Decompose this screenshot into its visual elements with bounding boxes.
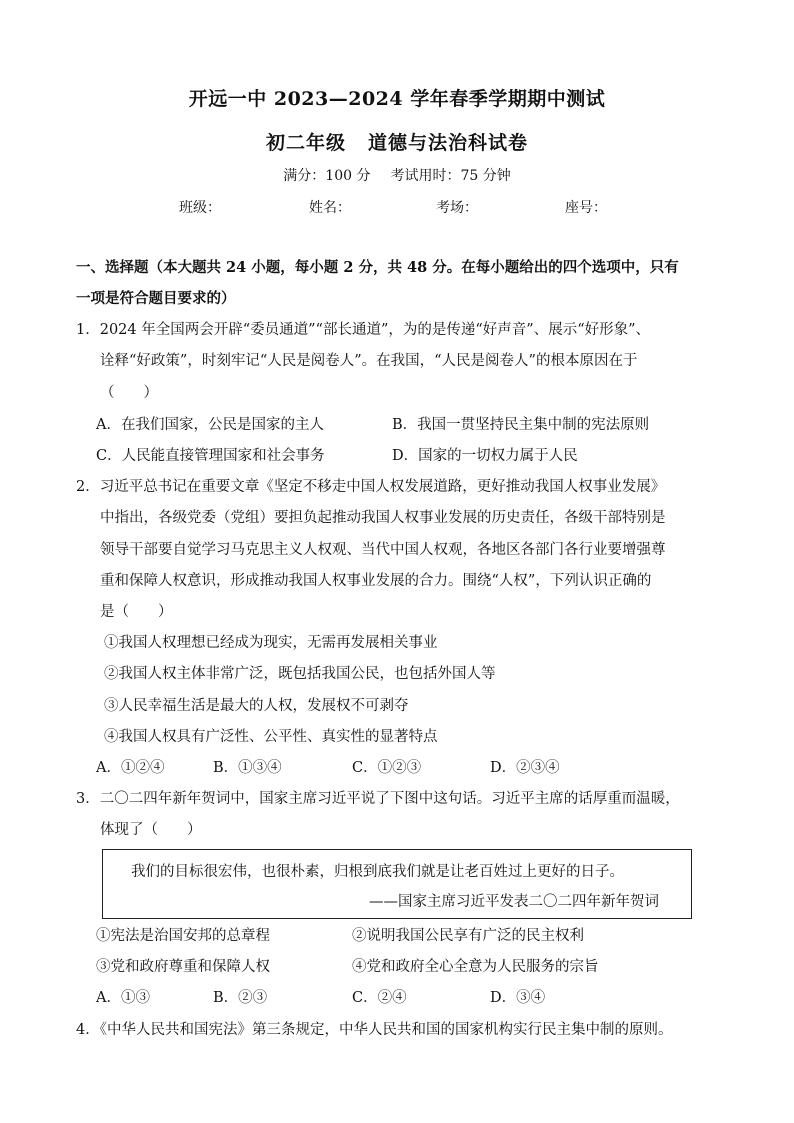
exam-title: 开远一中 2023—2024 学年春季学期期中测试 <box>188 88 606 110</box>
q2-option-a: A．①②④ <box>96 760 165 776</box>
room-label: 考场： <box>436 200 478 216</box>
q1-option-c: C．人民能直接管理国家和社会事务 <box>96 448 325 464</box>
q1-option-a: A．在我们国家，公民是国家的主人 <box>96 417 324 433</box>
q3-statement-3: ③党和政府尊重和保障人权 <box>96 959 270 975</box>
q2-statement-1: ①我国人权理想已经成为现实，无需再发展相关事业 <box>104 635 438 651</box>
q3-option-a: A．①③ <box>96 990 150 1006</box>
seat-label: 座号： <box>565 200 607 216</box>
q2-option-c: C．①②③ <box>352 760 422 776</box>
q2-statement-4: ④我国人权具有广泛性、公平性、真实性的显著特点 <box>104 729 438 745</box>
q2-statement-3: ③人民幸福生活是最大的人权，发展权不可剥夺 <box>104 698 409 714</box>
quote-source: ——国家主席习近平发表二〇二四年新年贺词 <box>369 894 659 910</box>
grade-label: 初二年级 <box>265 132 346 154</box>
q4-stem-line1: 4．《中华人民共和国宪法》第三条规定，中华人民共和国的国家机构实行民主集中制的原则。 <box>76 1022 673 1038</box>
q3-option-d: D．③④ <box>490 990 546 1006</box>
q2-stem-line5: 是（ ） <box>100 604 173 620</box>
q2-stem-line4: 重和保障人权意识，形成推动我国人权事业发展的合力。围绕“人权”，下列认识正确的 <box>100 573 652 589</box>
q3-stem-line2: 体现了（ ） <box>100 822 202 838</box>
subject-label: 道德与法治科试卷 <box>368 132 529 154</box>
quote-box <box>102 849 692 919</box>
q1-stem-line1: 1．2024 年全国两会开辟“委员通道”“部长通道”，为的是传递“好声音”、展示“好形象”、 <box>76 322 651 338</box>
q2-stem-line1: 2．习近平总书记在重要文章《坚定不移走中国人权发展道路，更好推动我国人权事业发展》 <box>76 479 666 495</box>
q3-statement-4: ④党和政府全心全意为人民服务的宗旨 <box>352 959 599 975</box>
class-label: 班级： <box>179 200 221 216</box>
q3-statement-1: ①宪法是治国安邦的总章程 <box>96 928 270 944</box>
q2-option-b: B．①③④ <box>213 760 282 776</box>
q2-stem-line2: 中指出，各级党委（党组）要担负起推动我国人权事业发展的历史责任，各级干部特别是 <box>100 510 666 526</box>
q3-option-b: B．②③ <box>213 990 268 1006</box>
exam-subtitle <box>0 128 794 155</box>
quote-text: 我们的目标很宏伟，也很朴素，归根到底我们就是让老百姓过上更好的日子。 <box>131 864 624 880</box>
q3-stem-line1: 3．二〇二四年新年贺词中，国家主席习近平说了下图中这句话。习近平主席的话厚重而温暖， <box>76 791 680 807</box>
q2-stem-line3: 领导干部要自觉学习马克思主义人权观、当代中国人权观，各地区各部门各行业要增强尊 <box>100 542 666 558</box>
q1-stem-line2: 诠释“好政策”，时刻牢记“人民是阅卷人”。在我国，“人民是阅卷人”的根本原因在于 <box>100 353 638 369</box>
section-heading-line1: 一、选择题（本大题共 24 小题，每小题 2 分，共 48 分。在每小题给出的四个选项中，只有 <box>76 259 679 276</box>
exam-time: 考试用时：75 分钟 <box>390 168 511 184</box>
q3-statement-2: ②说明我国公民享有广泛的民主权利 <box>352 928 584 944</box>
q1-option-d: D．国家的一切权力属于人民 <box>392 448 578 464</box>
name-label: 姓名： <box>309 200 351 216</box>
q1-answer-paren: （ ） <box>100 385 158 401</box>
q1-option-b: B．我国一贯坚持民主集中制的宪法原则 <box>392 417 650 433</box>
section-heading-line2: 一项是符合题目要求的） <box>76 290 236 307</box>
exam-meta <box>0 165 794 185</box>
q3-option-c: C．②④ <box>352 990 407 1006</box>
q2-option-d: D．②③④ <box>490 760 560 776</box>
q2-statement-2: ②我国人权主体非常广泛，既包括我国公民，也包括外国人等 <box>104 666 496 682</box>
full-score: 满分：100 分 <box>283 168 371 184</box>
